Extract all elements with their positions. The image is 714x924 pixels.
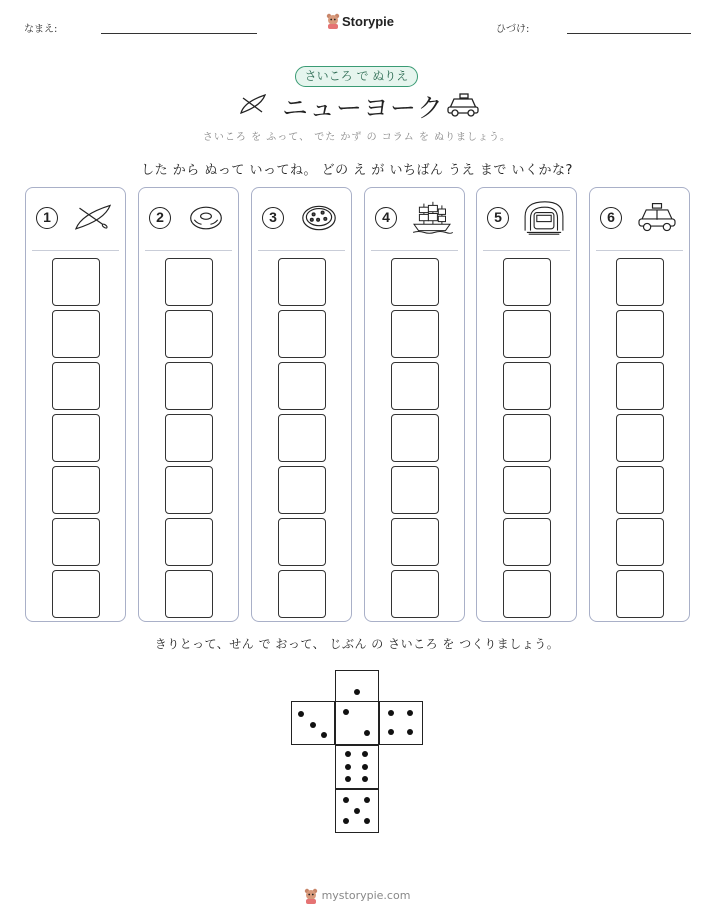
dice-face-3 [291,701,335,745]
color-box[interactable] [616,310,664,358]
column-6 [589,187,690,622]
color-box[interactable] [165,258,213,306]
column-1 [25,187,126,622]
activity-tag: さいころ で ぬりえ [295,66,418,87]
dice-pip [362,751,368,757]
footer-url: mystorypie.com [321,889,411,902]
column-4 [364,187,465,622]
date-line[interactable] [567,33,691,34]
dice-face-4 [379,701,423,745]
color-box[interactable] [165,414,213,462]
page-title: ニューヨーク [282,94,445,124]
pizza-icon [296,200,342,236]
dice-pip [343,818,349,824]
column-divider [32,250,119,251]
color-box[interactable] [52,466,100,514]
color-box[interactable] [278,258,326,306]
name-line[interactable] [101,33,257,34]
column-divider [371,250,458,251]
color-box[interactable] [391,570,439,618]
bear-mascot-icon [304,888,318,904]
dice-pip [310,722,316,728]
column-number: 5 [487,207,509,229]
color-box[interactable] [52,258,100,306]
column-divider [483,250,570,251]
dice-pip [345,751,351,757]
date-label: ひづけ: [496,24,530,35]
canoe-icon [238,92,268,116]
color-box[interactable] [616,518,664,566]
color-box[interactable] [503,466,551,514]
dice-pip [343,709,349,715]
instruction: した から ぬって いってね。 どの え が いちばん うえ まで いくかな? [141,163,573,178]
dice-pip [407,729,413,735]
color-box[interactable] [165,310,213,358]
column-number: 6 [600,207,622,229]
color-box[interactable] [616,466,664,514]
brand-name: Storypie [342,14,395,29]
dice-face-2 [335,701,379,745]
color-box[interactable] [165,518,213,566]
dice-pip [321,732,327,738]
bagel-icon [183,200,229,236]
dice-pip [354,808,360,814]
column-divider [145,250,232,251]
color-box[interactable] [278,466,326,514]
dice-pip [362,764,368,770]
dice-pip [388,710,394,716]
subway-train-icon [521,200,567,236]
taxi-icon [446,92,480,118]
color-box[interactable] [52,570,100,618]
column-divider [258,250,345,251]
column-number: 4 [375,207,397,229]
color-box[interactable] [503,518,551,566]
color-box[interactable] [391,258,439,306]
color-box[interactable] [391,466,439,514]
dice-pip [345,764,351,770]
color-box[interactable] [52,518,100,566]
footer [0,888,714,904]
color-box[interactable] [52,310,100,358]
color-box[interactable] [391,414,439,462]
subtitle: さいころ を ふって、 でた かず の コラム を ぬりましょう。 [202,132,512,143]
color-box[interactable] [278,518,326,566]
dice-pip [364,797,370,803]
dice-pip [343,797,349,803]
color-box[interactable] [278,570,326,618]
color-box[interactable] [165,362,213,410]
color-box[interactable] [52,362,100,410]
color-box[interactable] [503,362,551,410]
column-number: 1 [36,207,58,229]
column-divider [596,250,683,251]
color-box[interactable] [616,362,664,410]
dice-pip [298,711,304,717]
dice-face-5 [335,789,379,833]
dice-pip [407,710,413,716]
dice-pip [364,818,370,824]
color-box[interactable] [165,570,213,618]
dice-pip [388,729,394,735]
color-box[interactable] [503,414,551,462]
name-label: なまえ: [24,24,58,35]
color-box[interactable] [278,362,326,410]
color-box[interactable] [503,570,551,618]
color-box[interactable] [616,570,664,618]
column-number: 2 [149,207,171,229]
color-box[interactable] [278,310,326,358]
dice-pip [354,689,360,695]
dice-face-6 [335,745,379,789]
dice-pip [364,730,370,736]
column-number: 3 [262,207,284,229]
color-box[interactable] [52,414,100,462]
color-box[interactable] [616,258,664,306]
color-box[interactable] [391,518,439,566]
color-box[interactable] [165,466,213,514]
color-box[interactable] [503,258,551,306]
color-box[interactable] [503,310,551,358]
color-box[interactable] [616,414,664,462]
column-3 [251,187,352,622]
sailing-ship-icon [409,200,455,236]
dice-pip [345,776,351,782]
color-box[interactable] [391,362,439,410]
color-box[interactable] [278,414,326,462]
dice-pip [362,776,368,782]
cut-instruction: きりとって、せん で おって、 じぶん の さいころ を つくりましょう。 [154,637,560,651]
bear-mascot-icon [326,13,340,29]
canoe-icon [70,200,116,236]
column-5 [476,187,577,622]
color-box[interactable] [391,310,439,358]
column-2 [138,187,239,622]
taxi-icon [634,200,680,236]
